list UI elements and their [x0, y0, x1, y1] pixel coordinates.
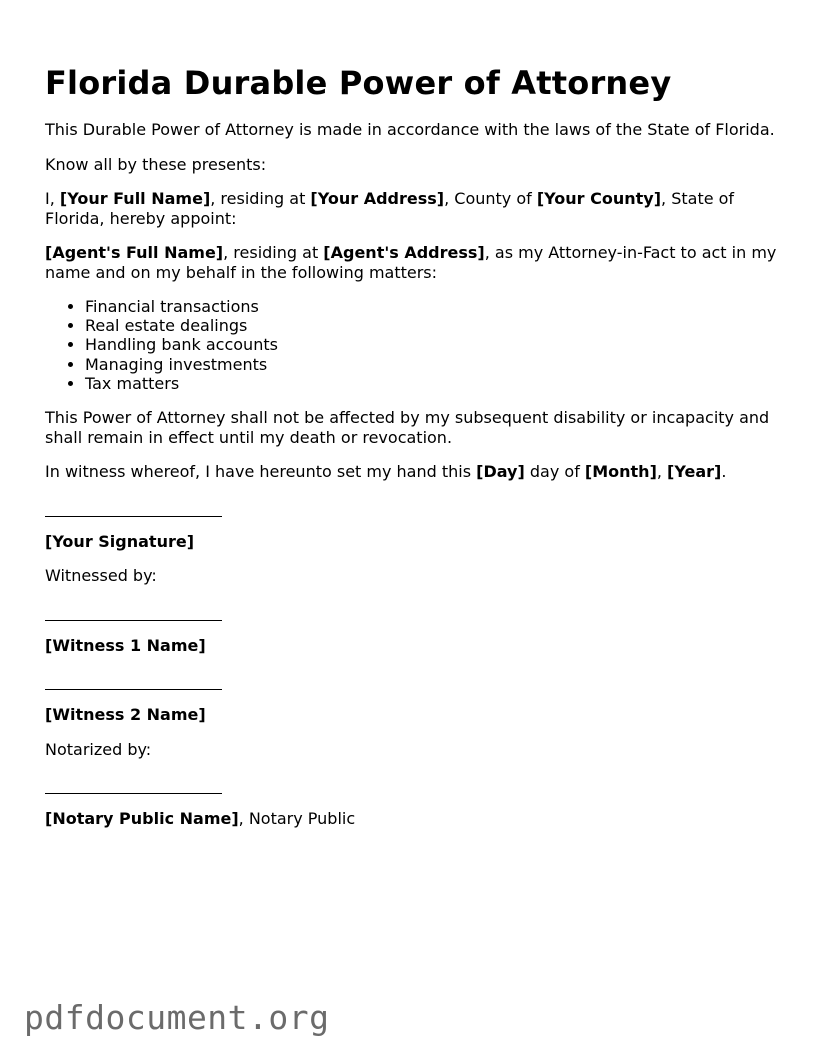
list-item: • Real estate dealings: [85, 316, 785, 335]
document-body: [45, 50, 785, 844]
witness-1-label: [45, 636, 785, 656]
witness-clause-day-of: day of: [524, 462, 585, 482]
signature-line[interactable]: [45, 516, 222, 517]
durability-paragraph: This Power of Attorney shall not be affected by my subsequent disability or incapacity and shall remain in effect until my death or revocation.: [45, 408, 770, 447]
principal-prefix: I,: [45, 189, 60, 208]
list-item: • Financial transactions: [85, 297, 785, 316]
principal-paragraph: [45, 189, 785, 228]
witness-2-label: [45, 705, 785, 725]
principal-name-field: [Your Full Name]: [59, 189, 211, 208]
list-item: • Tax matters: [85, 374, 785, 393]
notary-signature-line[interactable]: [45, 793, 222, 794]
year-field: [Year]: [667, 462, 722, 482]
list-item: • Managing investments: [85, 355, 785, 374]
agent-address-field: [Agent's Address]: [323, 243, 485, 262]
witness-clause-paragraph: [45, 462, 785, 482]
signature-label: [45, 532, 785, 552]
notary-suffix: , Notary Public: [238, 809, 356, 829]
witness-clause-comma: ,: [656, 462, 668, 482]
notary-label: [45, 809, 785, 829]
witnessed-by-label: Witnessed by:: [45, 566, 157, 586]
know-all-paragraph: Know all by these presents:: [45, 154, 267, 174]
notarized-by-label: Notarized by:: [45, 739, 152, 759]
witness-clause-prefix: In witness whereof, I have hereunto set my hand this: [45, 462, 477, 482]
notary-name-field: [Notary Public Name]: [45, 809, 239, 829]
principal-county-label: , County of: [444, 189, 537, 208]
agent-name-field: [Agent's Full Name]: [45, 243, 224, 262]
principal-residing-text: , residing at: [210, 189, 311, 208]
day-field: [Day]: [476, 462, 525, 482]
signature-label-text: [Your Signature]: [45, 531, 195, 551]
watermark: pdfdocument.org: [24, 998, 330, 1037]
list-item: • Handling bank accounts: [85, 335, 785, 354]
principal-county-field: [Your County]: [536, 189, 662, 208]
month-field: [Month]: [584, 462, 657, 482]
agent-paragraph: [45, 243, 785, 282]
agent-suffix: , as my Attorney-in-Fact to act in my name and on my behalf in the following matters:: [45, 243, 777, 282]
witness-2-name-field: [Witness 2 Name]: [45, 705, 206, 725]
document-title: Florida Durable Power of Attorney: [45, 64, 672, 102]
principal-address-field: [Your Address]: [310, 189, 445, 208]
witness-1-signature-line[interactable]: [45, 620, 222, 621]
principal-suffix: , State of Florida, hereby appoint:: [45, 189, 735, 228]
intro-paragraph: This Durable Power of Attorney is made in accordance with the laws of the State of Florida.: [45, 120, 775, 139]
witness-2-signature-line[interactable]: [45, 689, 222, 690]
agent-residing-text: , residing at: [223, 243, 324, 262]
witness-1-name-field: [Witness 1 Name]: [45, 635, 206, 655]
witness-clause-end: .: [721, 462, 727, 482]
matters-list: [45, 297, 785, 393]
